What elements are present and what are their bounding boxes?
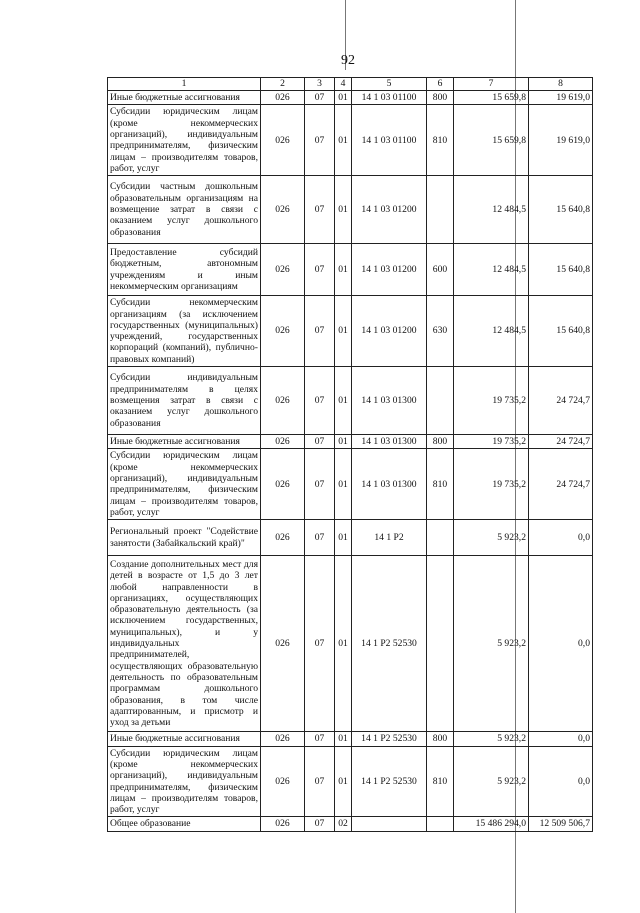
row-name-cell: Субсидии некоммерческим организациям (за исключением государственных (муниципальных) учреждений, государственных корпораций (компаний), публично-правовых компаний) bbox=[108, 296, 261, 367]
subsection-cell: 01 bbox=[335, 296, 352, 367]
admin-code-cell: 026 bbox=[261, 732, 305, 746]
column-header: 2 bbox=[261, 78, 305, 91]
column-header: 6 bbox=[427, 78, 454, 91]
table-header-row bbox=[108, 78, 593, 91]
subsection-cell: 01 bbox=[335, 556, 352, 732]
column-header: 1 bbox=[108, 78, 261, 91]
target-article-cell: 14 1 03 01100 bbox=[352, 105, 427, 176]
amount-year2-cell: 15 640,8 bbox=[529, 176, 593, 244]
row-name-cell: Общее образование bbox=[108, 817, 261, 831]
subsection-cell: 01 bbox=[335, 91, 352, 105]
admin-code-cell: 026 bbox=[261, 746, 305, 817]
section-cell: 07 bbox=[305, 435, 335, 449]
target-article-cell: 14 1 03 01300 bbox=[352, 435, 427, 449]
budget-table bbox=[107, 77, 593, 832]
table-row bbox=[108, 91, 593, 105]
expense-type-cell bbox=[427, 520, 454, 556]
row-name-cell: Иные бюджетные ассигнования bbox=[108, 91, 261, 105]
target-article-cell: 14 1 P2 52530 bbox=[352, 746, 427, 817]
admin-code-cell: 026 bbox=[261, 244, 305, 296]
table-row bbox=[108, 244, 593, 296]
admin-code-cell: 026 bbox=[261, 296, 305, 367]
admin-code-cell: 026 bbox=[261, 435, 305, 449]
expense-type-cell: 800 bbox=[427, 91, 454, 105]
expense-type-cell bbox=[427, 367, 454, 435]
table-row bbox=[108, 449, 593, 520]
expense-type-cell: 800 bbox=[427, 435, 454, 449]
page-number: 92 bbox=[341, 53, 355, 68]
amount-year2-cell: 0,0 bbox=[529, 746, 593, 817]
target-article-cell: 14 1 03 01300 bbox=[352, 367, 427, 435]
amount-year2-cell: 0,0 bbox=[529, 520, 593, 556]
row-name-cell: Региональный проект "Содействие занятости (Забайкальский край)" bbox=[108, 520, 261, 556]
amount-year1-cell: 19 735,2 bbox=[454, 367, 529, 435]
table-row bbox=[108, 746, 593, 817]
amount-year1-cell: 19 735,2 bbox=[454, 449, 529, 520]
row-name-cell: Иные бюджетные ассигнования bbox=[108, 732, 261, 746]
table-row bbox=[108, 367, 593, 435]
subsection-cell: 01 bbox=[335, 746, 352, 817]
expense-type-cell bbox=[427, 176, 454, 244]
target-article-cell: 14 1 P2 52530 bbox=[352, 732, 427, 746]
column-header: 3 bbox=[305, 78, 335, 91]
target-article-cell: 14 1 03 01200 bbox=[352, 244, 427, 296]
row-name-cell: Субсидии юридическим лицам (кроме некоммерческих организаций), индивидуальным предпринимателям, физическим лицам – производителям товаров, работ, услуг bbox=[108, 105, 261, 176]
section-cell: 07 bbox=[305, 449, 335, 520]
section-cell: 07 bbox=[305, 244, 335, 296]
section-cell: 07 bbox=[305, 817, 335, 831]
amount-year2-cell: 12 509 506,7 bbox=[529, 817, 593, 831]
table-body bbox=[108, 91, 593, 832]
amount-year1-cell: 5 923,2 bbox=[454, 746, 529, 817]
row-name-cell: Создание дополнительных мест для детей в возрасте от 1,5 до 3 лет любой направленности в организациях, осуществляющих образовательную деятельность (за исключением государственных, муниципальных), и у индивидуальных предпринимателей, осуществляющих образовательную деятельность по образовательным программам дошкольного образования, в том числе адаптированным, и присмотр и уход за детьми bbox=[108, 556, 261, 732]
subsection-cell: 02 bbox=[335, 817, 352, 831]
admin-code-cell: 026 bbox=[261, 367, 305, 435]
amount-year1-cell: 15 659,8 bbox=[454, 91, 529, 105]
amount-year1-cell: 12 484,5 bbox=[454, 244, 529, 296]
column-header: 7 bbox=[454, 78, 529, 91]
amount-year1-cell: 5 923,2 bbox=[454, 732, 529, 746]
section-cell: 07 bbox=[305, 176, 335, 244]
table-row bbox=[108, 732, 593, 746]
table-row bbox=[108, 105, 593, 176]
section-cell: 07 bbox=[305, 296, 335, 367]
amount-year2-cell: 24 724,7 bbox=[529, 435, 593, 449]
target-article-cell: 14 1 03 01200 bbox=[352, 296, 427, 367]
amount-year2-cell: 0,0 bbox=[529, 732, 593, 746]
admin-code-cell: 026 bbox=[261, 520, 305, 556]
admin-code-cell: 026 bbox=[261, 449, 305, 520]
target-article-cell: 14 1 03 01300 bbox=[352, 449, 427, 520]
admin-code-cell: 026 bbox=[261, 817, 305, 831]
subsection-cell: 01 bbox=[335, 449, 352, 520]
table-row bbox=[108, 435, 593, 449]
section-cell: 07 bbox=[305, 91, 335, 105]
row-name-cell: Субсидии юридическим лицам (кроме некоммерческих организаций), индивидуальным предпринимателям, физическим лицам – производителям товаров, работ, услуг bbox=[108, 449, 261, 520]
expense-type-cell: 800 bbox=[427, 732, 454, 746]
subsection-cell: 01 bbox=[335, 732, 352, 746]
amount-year2-cell: 15 640,8 bbox=[529, 296, 593, 367]
amount-year2-cell: 19 619,0 bbox=[529, 105, 593, 176]
subsection-cell: 01 bbox=[335, 176, 352, 244]
section-cell: 07 bbox=[305, 520, 335, 556]
amount-year2-cell: 0,0 bbox=[529, 556, 593, 732]
subsection-cell: 01 bbox=[335, 244, 352, 296]
row-name-cell: Субсидии юридическим лицам (кроме некоммерческих организаций), индивидуальным предпринимателям, физическим лицам – производителям товаров, работ, услуг bbox=[108, 746, 261, 817]
expense-type-cell bbox=[427, 817, 454, 831]
amount-year2-cell: 24 724,7 bbox=[529, 449, 593, 520]
row-name-cell: Иные бюджетные ассигнования bbox=[108, 435, 261, 449]
admin-code-cell: 026 bbox=[261, 556, 305, 732]
expense-type-cell: 810 bbox=[427, 449, 454, 520]
table-row bbox=[108, 176, 593, 244]
amount-year1-cell: 12 484,5 bbox=[454, 176, 529, 244]
amount-year2-cell: 19 619,0 bbox=[529, 91, 593, 105]
subsection-cell: 01 bbox=[335, 520, 352, 556]
admin-code-cell: 026 bbox=[261, 105, 305, 176]
table-row bbox=[108, 520, 593, 556]
section-cell: 07 bbox=[305, 105, 335, 176]
subsection-cell: 01 bbox=[335, 105, 352, 176]
row-name-cell: Субсидии частным дошкольным образовательным организациям на возмещение затрат в связи с оказанием услуг дошкольного образования bbox=[108, 176, 261, 244]
table-row bbox=[108, 817, 593, 831]
amount-year1-cell: 19 735,2 bbox=[454, 435, 529, 449]
section-cell: 07 bbox=[305, 746, 335, 817]
amount-year1-cell: 5 923,2 bbox=[454, 520, 529, 556]
expense-type-cell: 810 bbox=[427, 746, 454, 817]
row-name-cell: Предоставление субсидий бюджетным, автономным учреждениям и иным некоммерческим организациям bbox=[108, 244, 261, 296]
amount-year1-cell: 5 923,2 bbox=[454, 556, 529, 732]
amount-year2-cell: 24 724,7 bbox=[529, 367, 593, 435]
expense-type-cell bbox=[427, 556, 454, 732]
target-article-cell: 14 1 P2 bbox=[352, 520, 427, 556]
target-article-cell: 14 1 03 01100 bbox=[352, 91, 427, 105]
target-article-cell: 14 1 03 01200 bbox=[352, 176, 427, 244]
table-row bbox=[108, 556, 593, 732]
admin-code-cell: 026 bbox=[261, 91, 305, 105]
table-row bbox=[108, 296, 593, 367]
amount-year2-cell: 15 640,8 bbox=[529, 244, 593, 296]
subsection-cell: 01 bbox=[335, 367, 352, 435]
subsection-cell: 01 bbox=[335, 435, 352, 449]
row-name-cell: Субсидии индивидуальным предпринимателям в целях возмещения затрат в связи с оказанием услуг дошкольного образования bbox=[108, 367, 261, 435]
column-header: 5 bbox=[352, 78, 427, 91]
section-cell: 07 bbox=[305, 556, 335, 732]
expense-type-cell: 810 bbox=[427, 105, 454, 176]
target-article-cell bbox=[352, 817, 427, 831]
section-cell: 07 bbox=[305, 367, 335, 435]
section-cell: 07 bbox=[305, 732, 335, 746]
column-header: 4 bbox=[335, 78, 352, 91]
admin-code-cell: 026 bbox=[261, 176, 305, 244]
amount-year1-cell: 12 484,5 bbox=[454, 296, 529, 367]
expense-type-cell: 600 bbox=[427, 244, 454, 296]
amount-year1-cell: 15 659,8 bbox=[454, 105, 529, 176]
target-article-cell: 14 1 P2 52530 bbox=[352, 556, 427, 732]
column-header: 8 bbox=[529, 78, 593, 91]
expense-type-cell: 630 bbox=[427, 296, 454, 367]
amount-year1-cell: 15 486 294,0 bbox=[454, 817, 529, 831]
